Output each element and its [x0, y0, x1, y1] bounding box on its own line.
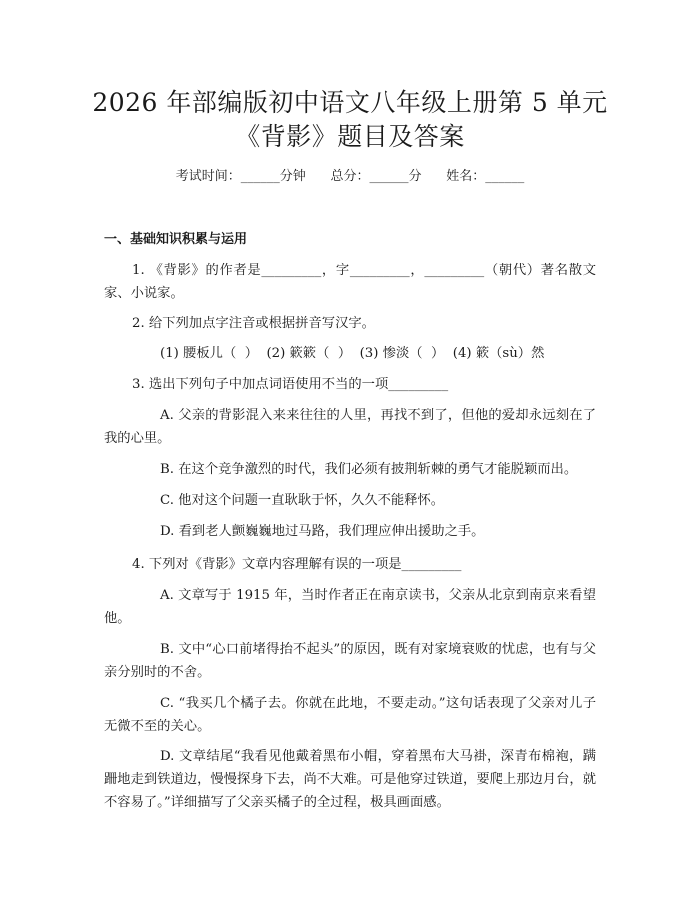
question-4: 4. 下列对《背影》文章内容理解有误的一项是_________ — [132, 557, 462, 572]
question-2: 2. 给下列加点字注音或根据拼音写汉字。 — [132, 316, 375, 331]
document-subtitle: 《背影》题目及答案 — [235, 122, 465, 151]
question-3-option-b: B. 在这个竞争激烈的时代，我们必须有披荆斩棘的勇气才能脱颖而出。 — [160, 462, 578, 477]
question-4-option-d: D. 文章结尾“我看见他戴着黑布小帽，穿着黑布大马褂，深青布棉袍，蹒跚地走到铁道边，慢慢探身下去，尚不大难。可是他穿过铁道，要爬上那边月台，就不容易了。”详细描写了父亲买橘子的全过程，极具画面感。 — [104, 749, 596, 810]
question-4-option-b: B. 文中“心口前堵得抬不起头”的原因，既有对家境衰败的忧虑，也有与父亲分别时的不舍。 — [104, 642, 596, 680]
question-3-option-c: C. 他对这个问题一直耿耿于怀，久久不能释怀。 — [160, 493, 445, 508]
exam-meta-line: 考试时间：______分钟 总分：______分 姓名：______ — [175, 169, 525, 184]
question-2-items: (1) 腰板儿（ ） (2) 簌簌（ ） (3) 惨淡（ ） (4) 簌（sù）然 — [160, 346, 545, 361]
question-4-option-c: C. “我买几个橘子去。你就在此地，不要走动。”这句话表现了父亲对儿子无微不至的关心。 — [104, 696, 596, 734]
document-title: 2026 年部编版初中语文八年级上册第 5 单元 — [92, 88, 608, 117]
section-heading: 一、基础知识积累与运用 — [104, 232, 248, 247]
question-4-option-a: A. 文章写于 1915 年，当时作者正在南京读书，父亲从北京到南京来看望他。 — [104, 588, 596, 626]
question-3: 3. 选出下列句子中加点词语使用不当的一项_________ — [132, 377, 449, 392]
question-3-option-a: A. 父亲的背影混入来来往往的人里，再找不到了，但他的爱却永远刻在了我的心里。 — [104, 408, 596, 446]
question-3-option-d: D. 看到老人颤巍巍地过马路，我们理应伸出援助之手。 — [160, 524, 485, 539]
question-1: 1. 《背影》的作者是_________，字_________，_________（朝代）著名散文家、小说家。 — [104, 263, 596, 301]
